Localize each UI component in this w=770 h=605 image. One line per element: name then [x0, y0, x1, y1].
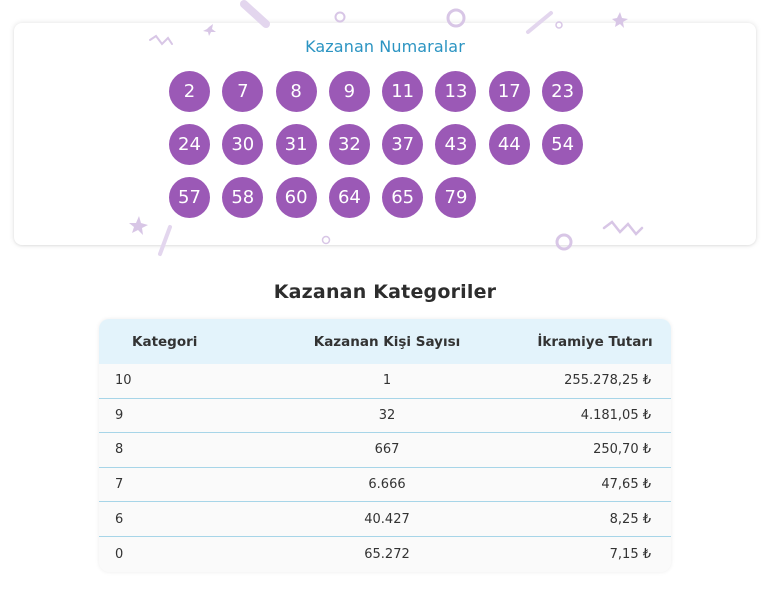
cell-category: 10: [115, 373, 132, 389]
cell-winners: 65.272: [364, 546, 410, 562]
number-balls: [169, 71, 599, 218]
cell-category: 8: [115, 442, 124, 458]
number-ball: 57: [169, 177, 210, 218]
number-ball: 9: [329, 71, 370, 112]
number-ball: 32: [329, 124, 370, 165]
number-ball: 43: [435, 124, 476, 165]
number-ball: 7: [222, 71, 263, 112]
table-row: [99, 502, 671, 537]
number-ball: 24: [169, 124, 210, 165]
number-ball: 54: [542, 124, 583, 165]
cell-winners: 32: [378, 407, 396, 423]
cell-winners: 1: [382, 373, 392, 389]
cell-category: 7: [115, 477, 124, 493]
table-row: [99, 468, 671, 503]
table-header: [99, 319, 671, 364]
number-ball: 17: [489, 71, 530, 112]
number-ball: 44: [489, 124, 530, 165]
header-category: Kategori: [132, 333, 198, 350]
table-row: [99, 433, 671, 468]
header-prize: İkramiye Tutarı: [537, 333, 653, 350]
cell-prize: 7,15 ₺: [609, 546, 651, 562]
number-ball: 58: [222, 177, 263, 218]
header-winners: Kazanan Kişi Sayısı: [313, 333, 461, 350]
cell-category: 0: [115, 546, 124, 562]
cell-prize: 47,65 ₺: [601, 477, 651, 493]
categories-title: Kazanan Kategoriler: [273, 281, 497, 303]
number-ball: 30: [222, 124, 263, 165]
table-row: [99, 399, 671, 434]
cell-prize: 255.278,25 ₺: [564, 373, 651, 389]
number-ball: 37: [382, 124, 423, 165]
cell-winners: 40.427: [364, 511, 410, 527]
table-row: [99, 364, 671, 399]
cell-category: 6: [115, 511, 124, 527]
cell-winners: 6.666: [368, 477, 406, 493]
cell-category: 9: [115, 407, 124, 423]
cell-prize: 8,25 ₺: [609, 511, 651, 527]
number-ball: 65: [382, 177, 423, 218]
number-ball: 60: [276, 177, 317, 218]
table-body: [99, 364, 671, 572]
cell-prize: 250,70 ₺: [593, 442, 651, 458]
cell-prize: 4.181,05 ₺: [580, 407, 651, 423]
categories-table: [99, 319, 671, 572]
number-ball: 11: [382, 71, 423, 112]
number-ball: 31: [276, 124, 317, 165]
cell-winners: 667: [374, 442, 400, 458]
number-ball: 79: [435, 177, 476, 218]
winning-numbers-title: Kazanan Numaralar: [305, 37, 465, 56]
number-ball: 64: [329, 177, 370, 218]
table-row: [99, 537, 671, 572]
number-ball: 23: [542, 71, 583, 112]
number-ball: 8: [276, 71, 317, 112]
number-ball: 13: [435, 71, 476, 112]
number-ball: 2: [169, 71, 210, 112]
winning-numbers-card: [14, 23, 756, 245]
